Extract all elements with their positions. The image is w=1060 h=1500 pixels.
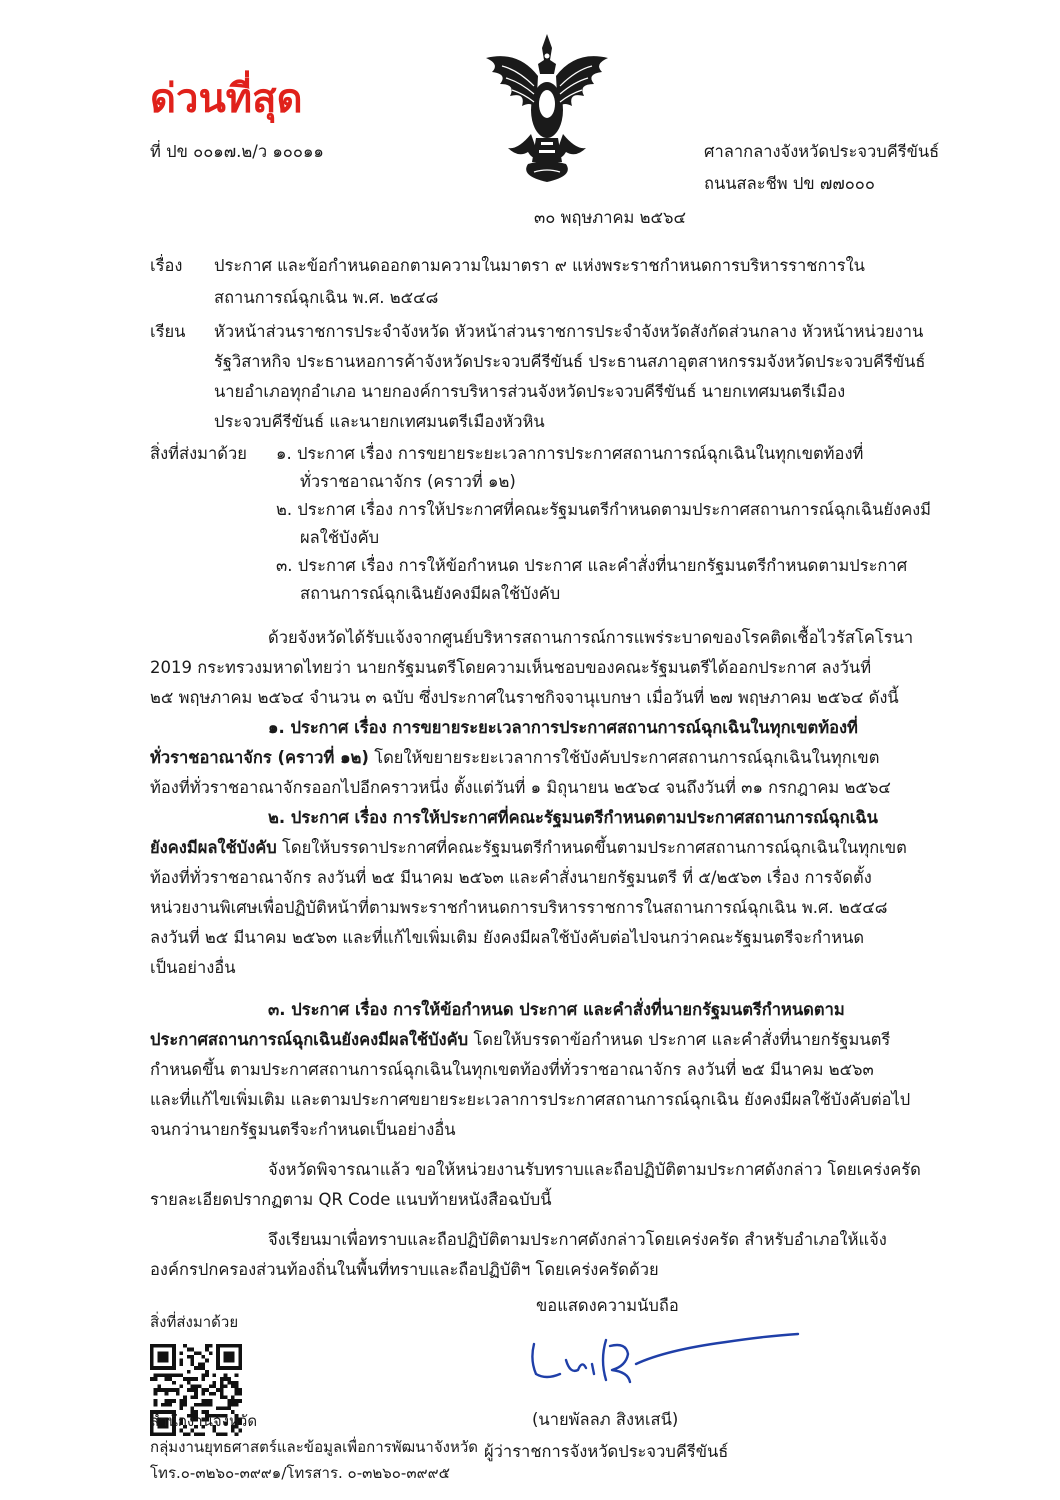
body-line: จนกว่านายกรัฐมนตรีจะกำหนดเป็นอย่างอื่น	[150, 1120, 456, 1139]
reference-number: ที่ ปข ๐๐๑๗.๒/ว ๑๐๐๑๑	[150, 142, 324, 161]
body-line: ท้องที่ทั่วราชอาณาจักรออกไปอีกคราวหนึ่ง ตั้งแต่วันที่ ๑ มิถุนายน ๒๕๖๔ จนถึงวันที่ ๓๑ กรกฎาคม ๒๕๖๔	[150, 778, 891, 797]
body-text: โดยให้บรรดาข้อกำหนด ประกาศ และคำสั่งที่นายกรัฐมนตรี	[468, 1030, 891, 1049]
enclosures-label: สิ่งที่ส่งมาด้วย	[150, 444, 247, 463]
closing-regards: ขอแสดงความนับถือ	[536, 1296, 679, 1315]
body-line	[150, 832, 907, 864]
document-date: ๓๐ พฤษภาคม ๒๕๖๔	[534, 208, 686, 227]
footer-attachment-label: สิ่งที่ส่งมาด้วย	[150, 1313, 239, 1331]
item-3-heading: ๓. ประกาศ เรื่อง การให้ข้อกำหนด ประกาศ และคำสั่งที่นายกรัฐมนตรีกำหนดตาม	[268, 1000, 845, 1019]
garuda-emblem	[478, 30, 616, 186]
footer-office: สำนักงานจังหวัด	[150, 1412, 258, 1430]
to-label: เรียน	[150, 322, 186, 341]
item-3-heading-cont: ประกาศสถานการณ์ฉุกเฉินยังคงมีผลใช้บังคับ	[150, 1030, 469, 1049]
subject-line: ประกาศ และข้อกำหนดออกตามความในมาตรา ๙ แห่งพระราชกำหนดการบริหารราชการใน	[214, 256, 865, 275]
enclosure-item: ๓. ประกาศ เรื่อง การให้ข้อกำหนด ประกาศ และคำสั่งที่นายกรัฐมนตรีกำหนดตามประกาศ	[276, 556, 908, 575]
enclosure-item: ๒. ประกาศ เรื่อง การให้ประกาศที่คณะรัฐมนตรีกำหนดตามประกาศสถานการณ์ฉุกเฉินยังคงมี	[276, 500, 932, 519]
footer-division: กลุ่มงานยุทธศาสตร์และข้อมูลเพื่อการพัฒนาจังหวัด	[150, 1438, 479, 1456]
body-line	[150, 742, 879, 774]
office-address-line1: ศาลากลางจังหวัดประจวบคีรีขันธ์	[704, 142, 940, 161]
subject-line: สถานการณ์ฉุกเฉิน พ.ศ. ๒๕๔๘	[214, 288, 439, 307]
signature	[526, 1330, 806, 1390]
urgent-stamp: ด่วนที่สุด	[150, 76, 303, 122]
body-line: ๒๕ พฤษภาคม ๒๕๖๔ จำนวน ๓ ฉบับ ซึ่งประกาศในราชกิจจานุเบกษา เมื่อวันที่ ๒๗ พฤษภาคม ๒๕๖๔ ดังนี้	[150, 688, 899, 707]
item-2-heading-cont: ยังคงมีผลใช้บังคับ	[150, 838, 277, 857]
enclosure-item: สถานการณ์ฉุกเฉินยังคงมีผลใช้บังคับ	[300, 584, 561, 603]
body-line: จังหวัดพิจารณาแล้ว ขอให้หน่วยงานรับทราบและถือปฏิบัติตามประกาศดังกล่าว โดยเคร่งครัด	[268, 1160, 921, 1179]
to-line: ประจวบคีรีขันธ์ และนายกเทศมนตรีเมืองหัวหิน	[214, 412, 545, 431]
body-line: หน่วยงานพิเศษเพื่อปฏิบัติหน้าที่ตามพระราชกำหนดการบริหารราชการในสถานการณ์ฉุกเฉิน พ.ศ. ๒๕๔๘	[150, 898, 888, 917]
body-line: จึงเรียนมาเพื่อทราบและถือปฏิบัติตามประกาศดังกล่าวโดยเคร่งครัด สำหรับอำเภอให้แจ้ง	[268, 1230, 887, 1249]
body-line	[150, 1024, 890, 1056]
item-1-heading: ๑. ประกาศ เรื่อง การขยายระยะเวลาการประกาศสถานการณ์ฉุกเฉินในทุกเขตท้องที่	[268, 718, 858, 737]
office-address-line2: ถนนสละชีพ ปข ๗๗๐๐๐	[704, 174, 875, 193]
body-line: ด้วยจังหวัดได้รับแจ้งจากศูนย์บริหารสถานการณ์การแพร่ระบาดของโรคติดเชื้อไวรัสโคโรนา	[268, 628, 914, 647]
body-line: กำหนดขึ้น ตามประกาศสถานการณ์ฉุกเฉินในทุกเขตท้องที่ทั่วราชอาณาจักร ลงวันที่ ๒๕ มีนาคม ๒๕๖๓	[150, 1060, 874, 1079]
enclosure-item: ทั่วราชอาณาจักร (คราวที่ ๑๒)	[300, 472, 516, 491]
body-line: ท้องที่ทั่วราชอาณาจักร ลงวันที่ ๒๕ มีนาคม ๒๕๖๓ และคำสั่งนายกรัฐมนตรี ที่ ๕/๒๕๖๓ เรื่อง การจัดตั้ง	[150, 868, 872, 887]
footer-phone: โทร.๐-๓๒๖๐-๓๙๙๑/โทรสาร. ๐-๓๒๖๐-๓๙๙๕	[150, 1464, 450, 1482]
body-text: โดยให้บรรดาประกาศที่คณะรัฐมนตรีกำหนดขึ้นตามประกาศสถานการณ์ฉุกเฉินในทุกเขต	[276, 838, 907, 857]
body-line: และที่แก้ไขเพิ่มเติม และตามประกาศขยายระยะเวลาการประกาศสถานการณ์ฉุกเฉิน ยังคงมีผลใช้บังคับต่อไป	[150, 1090, 911, 1109]
item-1-heading-cont: ทั่วราชอาณาจักร (คราวที่ ๑๒)	[150, 748, 369, 767]
signatory-name: (นายพัลลภ สิงหเสนี)	[532, 1410, 679, 1429]
enclosure-item: ผลใช้บังคับ	[300, 528, 380, 547]
body-line: เป็นอย่างอื่น	[150, 958, 236, 977]
body-line: 2019 กระทรวงมหาดไทยว่า นายกรัฐมนตรีโดยความเห็นชอบของคณะรัฐมนตรีได้ออกประกาศ ลงวันที่	[150, 658, 872, 677]
body-line: รายละเอียดปรากฏตาม QR Code แนบท้ายหนังสือฉบับนี้	[150, 1190, 552, 1209]
to-line: หัวหน้าส่วนราชการประจำจังหวัด หัวหน้าส่วนราชการประจำจังหวัดสังกัดส่วนกลาง หัวหน้าหน่วยงาน	[214, 322, 924, 341]
signatory-position: ผู้ว่าราชการจังหวัดประจวบคีรีขันธ์	[484, 1442, 729, 1461]
to-line: นายอำเภอทุกอำเภอ นายกองค์การบริหารส่วนจังหวัดประจวบคีรีขันธ์ นายกเทศมนตรีเมือง	[214, 382, 846, 401]
to-line: รัฐวิสาหกิจ ประธานหอการค้าจังหวัดประจวบคีรีขันธ์ ประธานสภาอุตสาหกรรมจังหวัดประจวบคีรีขันธ์	[214, 352, 926, 371]
body-line: องค์กรปกครองส่วนท้องถิ่นในพื้นที่ทราบและถือปฏิบัติฯ โดยเคร่งครัดด้วย	[150, 1260, 659, 1279]
item-2-heading: ๒. ประกาศ เรื่อง การให้ประกาศที่คณะรัฐมนตรีกำหนดตามประกาศสถานการณ์ฉุกเฉิน	[268, 808, 878, 827]
body-line: ลงวันที่ ๒๕ มีนาคม ๒๕๖๓ และที่แก้ไขเพิ่มเติม ยังคงมีผลใช้บังคับต่อไปจนกว่าคณะรัฐมนตรีจะกำหนด	[150, 928, 865, 947]
body-text: โดยให้ขยายระยะเวลาการใช้บังคับประกาศสถานการณ์ฉุกเฉินในทุกเขต	[368, 748, 880, 767]
subject-label: เรื่อง	[150, 256, 183, 275]
enclosure-item: ๑. ประกาศ เรื่อง การขยายระยะเวลาการประกาศสถานการณ์ฉุกเฉินในทุกเขตท้องที่	[276, 444, 864, 463]
